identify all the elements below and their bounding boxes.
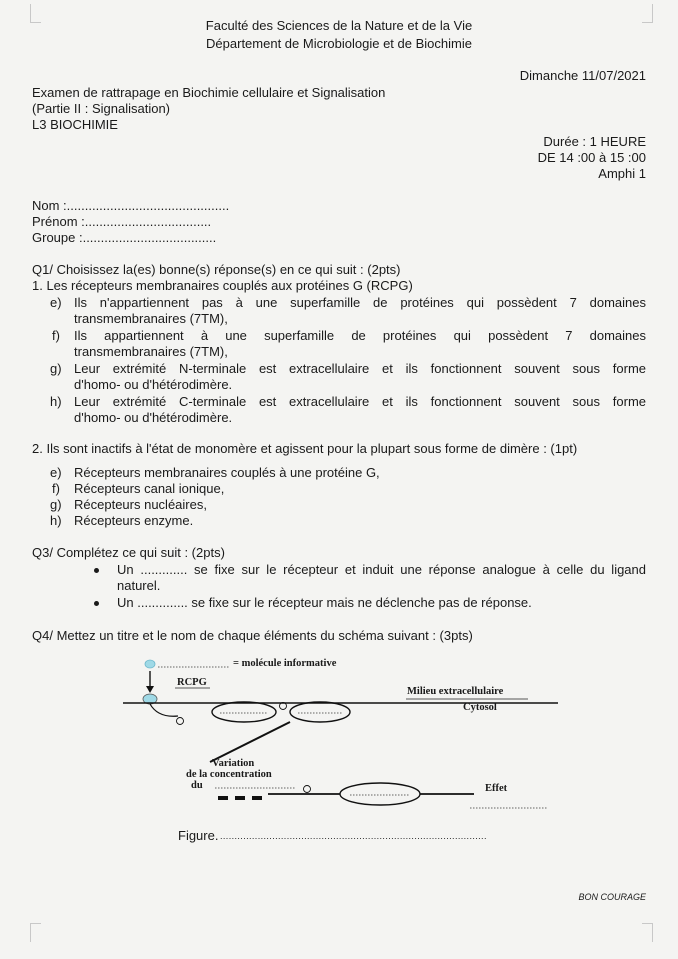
target-oval xyxy=(340,783,420,805)
messenger-dash-2 xyxy=(235,796,245,800)
exam-part: (Partie II : Signalisation) xyxy=(32,101,171,116)
exam-time: DE 14 :00 à 15 :00 xyxy=(537,150,646,165)
department-name: Département de Microbiologie et de Biochimie xyxy=(206,36,472,51)
faculty-name: Faculté des Sciences de la Nature et de la Vie xyxy=(205,18,473,33)
figure-label: Figure. xyxy=(178,828,219,843)
figure-title-blank[interactable]: ............................................................................................ xyxy=(220,831,487,841)
prenom-field[interactable]: Prénom :................................... xyxy=(32,214,212,229)
q2-prompt: 2. Ils sont inactifs à l'état de monomère et agissent pour la plupart sous forme de dimère : (1pt) xyxy=(32,441,578,456)
plus-circle-3 xyxy=(304,786,311,793)
schema-milieu-label: Milieu extracellulaire xyxy=(407,686,504,697)
schema-rcpg-label: RCPG xyxy=(177,677,207,688)
q1-option-e-line2[interactable]: transmembranaires (7TM), xyxy=(74,311,228,326)
exam-level: L3 BIOCHIMIE xyxy=(32,117,118,132)
q1-option-g-letter[interactable]: g) xyxy=(50,361,62,376)
q3-prompt: Q3/ Complétez ce qui suit : (2pts) xyxy=(32,545,225,560)
nom-field[interactable]: Nom :............................................. xyxy=(32,198,230,213)
exam-duration: Durée : 1 HEURE xyxy=(543,134,646,149)
effector-oval-1 xyxy=(212,702,276,722)
bon-courage: BON COURAGE xyxy=(578,892,646,902)
q1-option-e-line1[interactable]: Ils n'appartiennent pas à une superfamille de protéines qui possèdent 7 domaines xyxy=(74,295,646,310)
exam-date: Dimanche 11/07/2021 xyxy=(519,68,646,83)
messenger-dash-1 xyxy=(218,796,228,800)
q2-option-e-letter[interactable]: e) xyxy=(50,465,62,480)
q2-option-g[interactable]: Récepteurs nucléaires, xyxy=(74,497,207,512)
effector-oval-2 xyxy=(290,702,350,722)
q2-option-g-letter[interactable]: g) xyxy=(50,497,62,512)
q1-item1: 1. Les récepteurs membranaires couplés aux protéines G (RCPG) xyxy=(32,278,413,293)
schema-variation-line3: du xyxy=(191,780,203,791)
q3-blank-agonist-line2[interactable]: naturel. xyxy=(117,578,161,593)
exam-room: Amphi 1 xyxy=(598,166,646,181)
q1-option-h-line1[interactable]: Leur extrémité C-terminale est extracellulaire et ils fonctionnent souvent sous forme xyxy=(74,394,646,409)
messenger-dash-3 xyxy=(252,796,262,800)
schema-molecule-label: = molécule informative xyxy=(233,658,337,669)
schema-variation-line1: Variation xyxy=(212,758,255,769)
ligand-arrowhead xyxy=(146,686,154,693)
schema-effet-label: Effet xyxy=(485,783,508,794)
ligand-symbol xyxy=(145,660,155,668)
schema-variation-line2: de la concentration xyxy=(186,769,272,780)
q1-prompt: Q1/ Choisissez la(es) bonne(s) réponse(s) en ce qui suit : (2pts) xyxy=(32,262,401,277)
schema-cytosol-label: Cytosol xyxy=(463,702,497,713)
q2-option-h-letter[interactable]: h) xyxy=(50,513,62,528)
q1-option-f-line1[interactable]: Ils appartiennent à une superfamille de protéines qui possèdent 7 domaines xyxy=(74,328,646,343)
plus-circle-1 xyxy=(177,718,184,725)
exam-title: Examen de rattrapage en Biochimie cellulaire et Signalisation xyxy=(32,85,386,100)
oval-to-variation xyxy=(210,722,290,762)
q1-option-f-letter[interactable]: f) xyxy=(52,328,60,343)
groupe-field[interactable]: Groupe :..................................... xyxy=(32,230,217,245)
receptor-to-gprotein xyxy=(150,704,178,716)
q2-option-f[interactable]: Récepteurs canal ionique, xyxy=(74,481,225,496)
q2-option-h[interactable]: Récepteurs enzyme. xyxy=(74,513,194,528)
q1-option-e-letter[interactable]: e) xyxy=(50,295,62,310)
q4-prompt: Q4/ Mettez un titre et le nom de chaque éléments du schéma suivant : (3pts) xyxy=(32,628,473,643)
q1-option-f-line2[interactable]: transmembranaires (7TM), xyxy=(74,344,228,359)
q1-option-h-letter[interactable]: h) xyxy=(50,394,62,409)
q2-option-e[interactable]: Récepteurs membranaires couplés à une protéine G, xyxy=(74,465,380,480)
q2-option-f-letter[interactable]: f) xyxy=(52,481,60,496)
q1-option-h-line2[interactable]: d'homo- ou d'hétérodimère. xyxy=(74,410,233,425)
q1-option-g-line1[interactable]: Leur extrémité N-terminale est extracellulaire et ils fonctionnent souvent sous forme xyxy=(74,361,646,376)
q3-blank-antagonist[interactable]: Un .............. se fixe sur le récepteur mais ne déclenche pas de réponse. xyxy=(117,595,532,610)
q3-blank-agonist-line1[interactable]: Un ............. se fixe sur le récepteur et induit une réponse analogue à celle du ligand xyxy=(117,562,646,577)
q1-option-g-line2[interactable]: d'homo- ou d'hétérodimère. xyxy=(74,377,233,392)
